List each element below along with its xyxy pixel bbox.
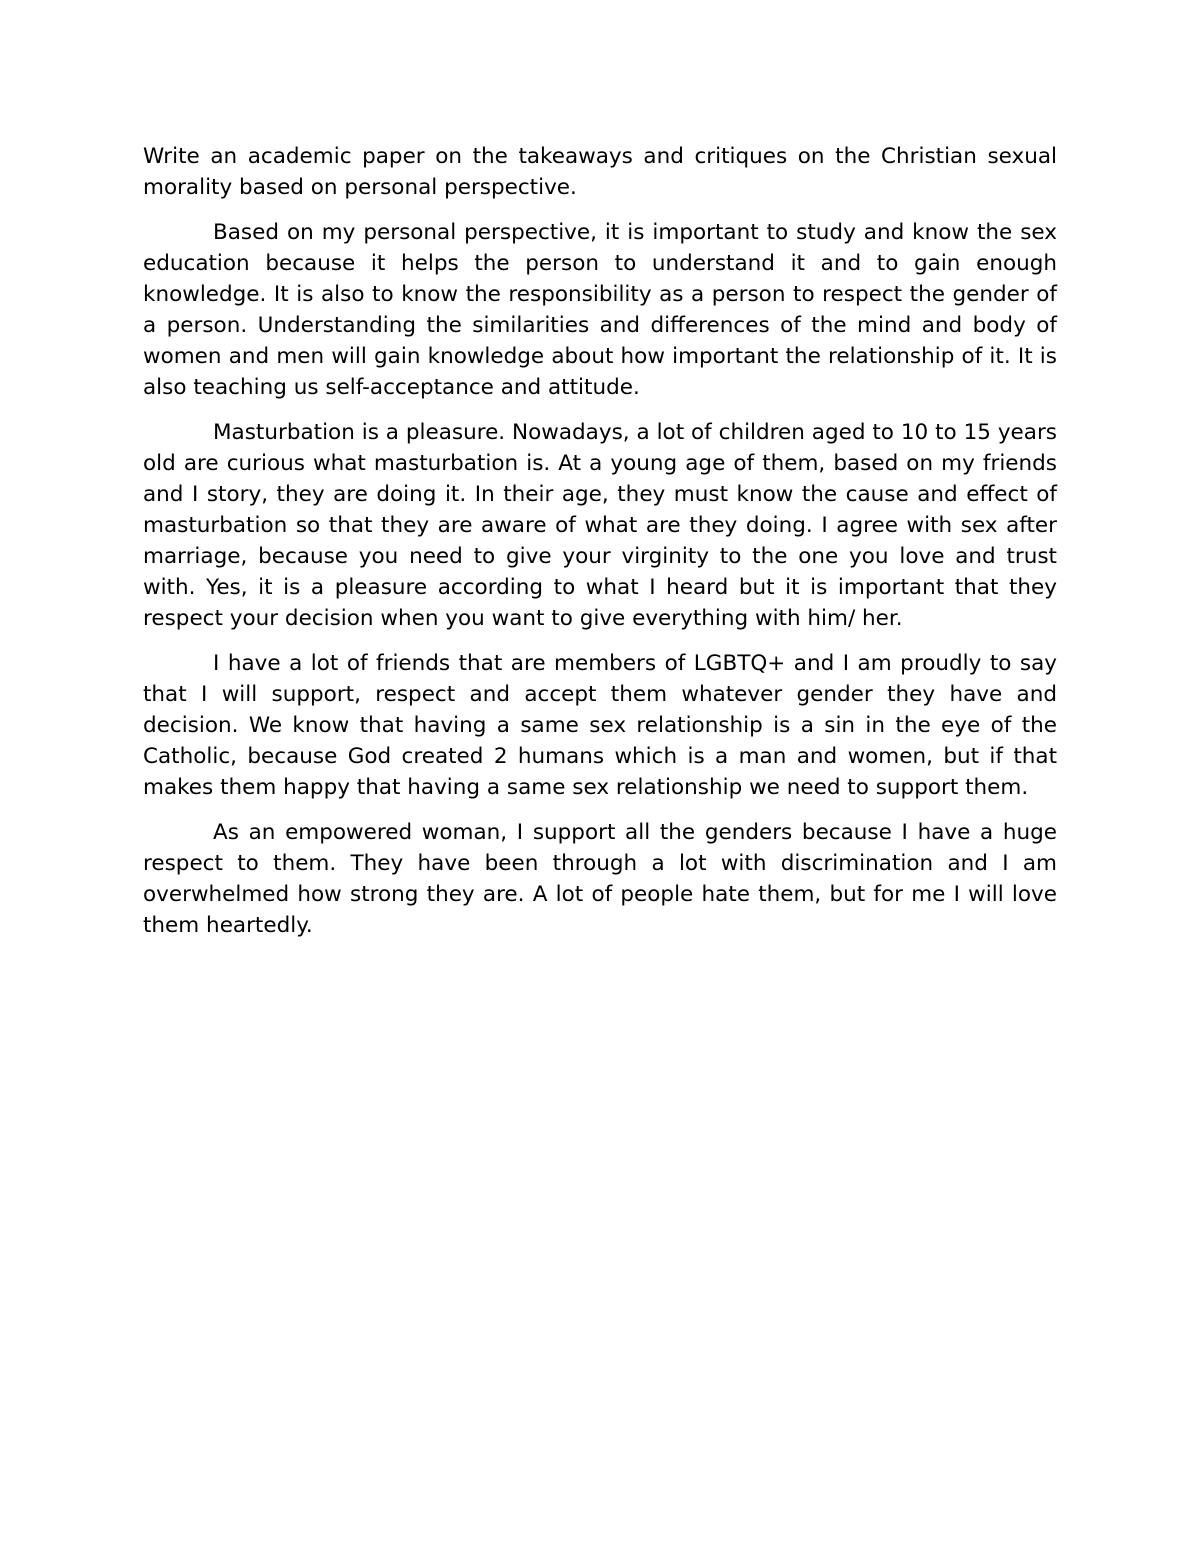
assignment-prompt: Write an academic paper on the takeaways and critiques on the Christian sexual morality based on personal perspective.: [143, 144, 1057, 200]
paragraph-sex-education: Based on my personal perspective, it is important to study and know the sex education because it helps the person to understand it and to gain enough knowledge. It is also to know the responsibility as a person to respect the gender of a person. Understanding the similarities and differences of the mind and body of women and men will gain knowledge about how important the relationship of it. It is also teaching us self-acceptance and attitude.: [143, 220, 1057, 400]
paragraph-lgbtq: I have a lot of friends that are members of LGBTQ+ and I am proudly to say that I will support, respect and accept them whatever gender they have and decision. We know that having a same sex relationship is a sin in the eye of the Catholic, because God created 2 humans which is a man and women, but if that makes them happy that having a same sex relationship we need to support them.: [143, 651, 1057, 800]
document-body: [143, 141, 1057, 955]
paragraph-masturbation: Masturbation is a pleasure. Nowadays, a lot of children aged to 10 to 15 years old are curious what masturbation is. At a young age of them, based on my friends and I story, they are doing it. In their age, they must know the cause and effect of masturbation so that they are aware of what are they doing. I agree with sex after marriage, because you need to give your virginity to the one you love and trust with. Yes, it is a pleasure according to what I heard but it is important that they respect your decision when you want to give everything with him/ her.: [143, 420, 1057, 631]
paragraph-empowered-woman: As an empowered woman, I support all the genders because I have a huge respect to them. They have been through a lot with discrimination and I am overwhelmed how strong they are. A lot of people hate them, but for me I will love them heartedly.: [143, 820, 1057, 938]
